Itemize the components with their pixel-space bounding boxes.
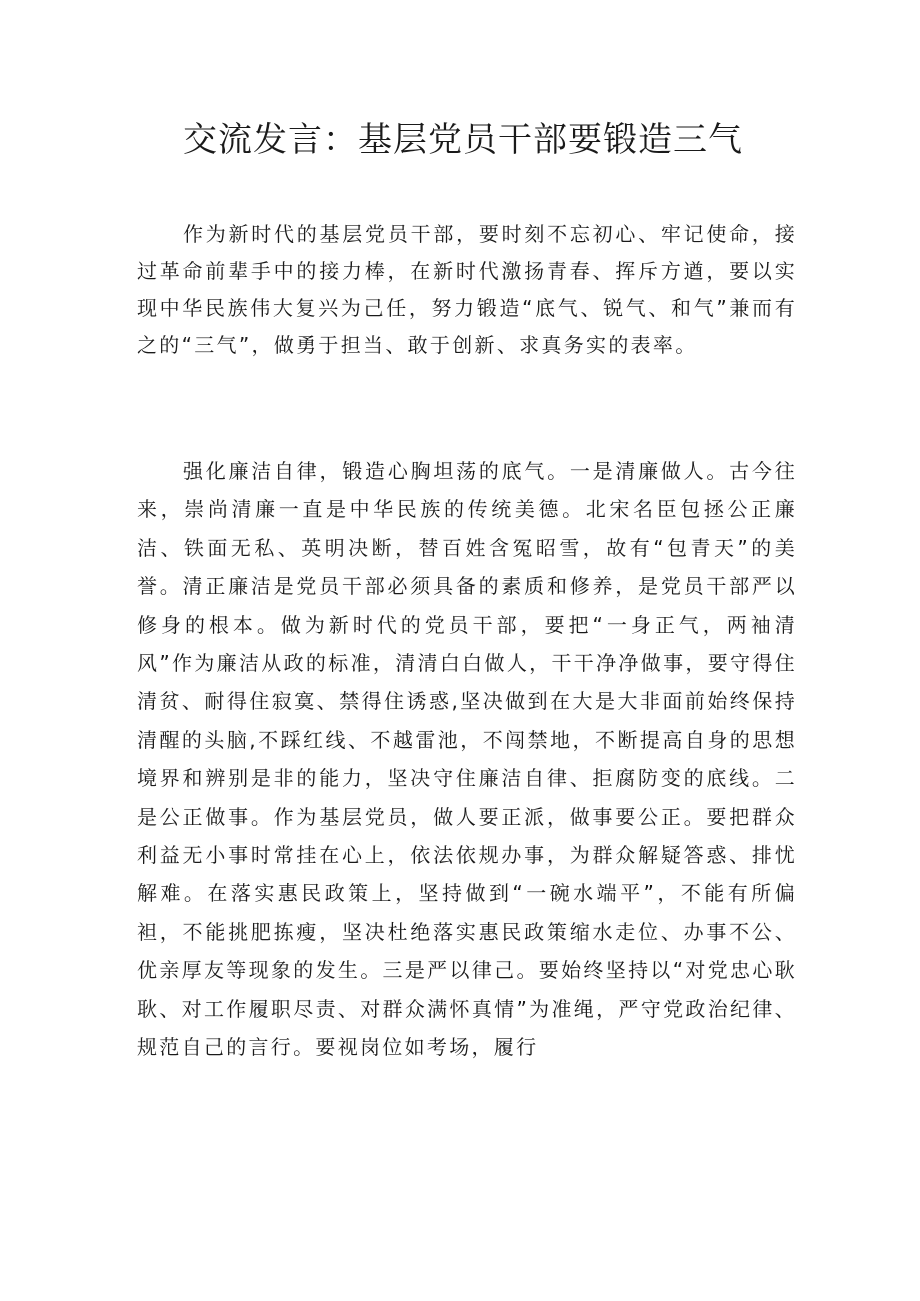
paragraph-integrity: 强化廉洁自律，锻造心胸坦荡的底气。一是清廉做人。古今往来，崇尚清廉一直是中华民族的传统美德。北宋名臣包拯公正廉洁、铁面无私、英明决断，替百姓含冤昭雪，故有“包青天”的美誉。清正廉洁是党员干部必须具备的素质和修养，是党员干部严以修身的根本。做为新时代的党员干部，要把“一身正气，两袖清风”作为廉洁从政的标准，清清白白做人，干干净净做事，要守得住清贫、耐得住寂寞、禁得住诱惑,坚决做到在大是大非面前始终保持清醒的头脑,不踩红线、不越雷池，不闯禁地，不断提高自身的思想境界和辨别是非的能力，坚决守住廉洁自律、拒腐防变的底线。二是公正做事。作为基层党员，做人要正派，做事要公正。要把群众利益无小事时常挂在心上，依法依规办事，为群众解疑答惑、排忧解难。在落实惠民政策上，坚持做到“一碗水端平”，不能有所偏袒，不能挑肥拣瘦，坚决杜绝落实惠民政策缩水走位、办事不公、优亲厚友等现象的发生。三是严以律己。要始终坚持以“对党忠心耿耿、对工作履职尽责、对群众满怀真情”为准绳，严守党政治纪律、规范自己的言行。要视岗位如考场，履行 xyxy=(137,459,797,1060)
document-title: 交流发言：基层党员干部要锻造三气 xyxy=(183,120,743,160)
paragraph-intro: 作为新时代的基层党员干部，要时刻不忘初心、牢记使命，接过革命前辈手中的接力棒，在新时代激扬青春、挥斥方遒，要以实现中华民族伟大复兴为己任，努力锻造“底气、锐气、和气”兼而有之的“三气”，做勇于担当、敢于创新、求真务实的表率。 xyxy=(137,222,797,357)
